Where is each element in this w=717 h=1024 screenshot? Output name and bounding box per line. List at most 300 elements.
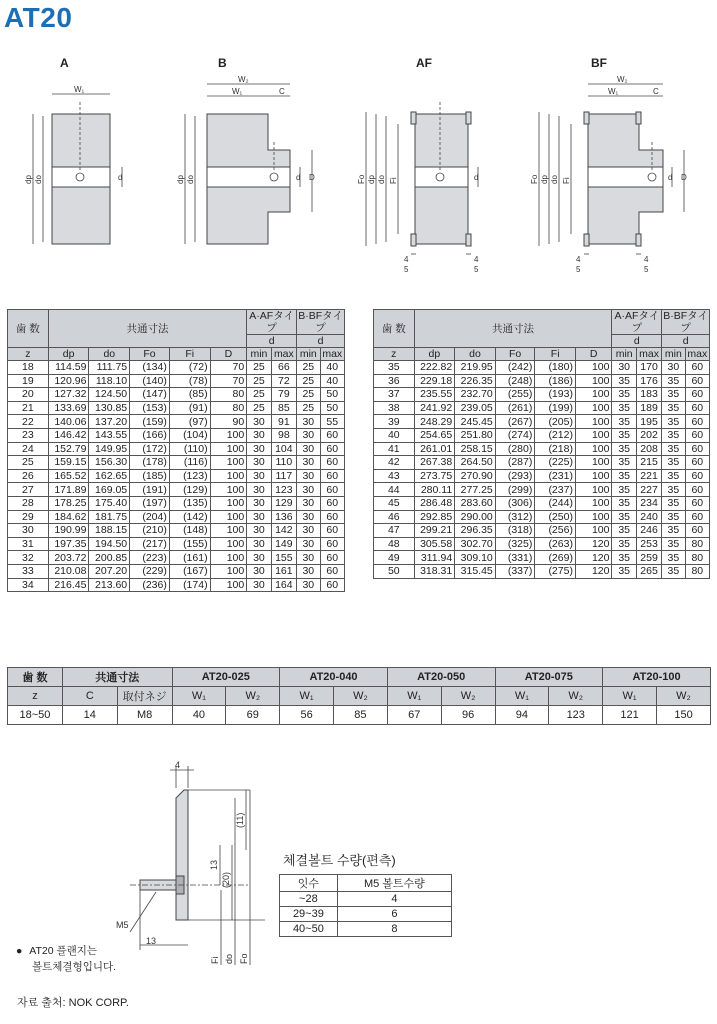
hdr-min: min: [297, 348, 320, 361]
pulley-af-flange-top-left: [411, 112, 416, 124]
pulley-af-flange-top-right: [466, 112, 471, 124]
table-row: [8, 456, 345, 470]
dim-bf-w2: W₂: [617, 75, 628, 84]
flange-body: [176, 790, 188, 920]
pulley-af-flange-bottom-left: [411, 234, 416, 246]
dim-bf-w1: W₁: [608, 87, 619, 96]
table-cell: 156.30: [89, 456, 130, 470]
table-cell: 30: [297, 510, 320, 524]
table-cell: (166): [130, 428, 170, 442]
table-cell: 80: [210, 401, 247, 415]
table-row: [374, 388, 710, 402]
table-cell: 49: [374, 551, 415, 565]
table-cell: 60: [685, 496, 709, 510]
dim-b-do: do: [186, 175, 195, 184]
dim-af-fi: Fi: [389, 177, 398, 184]
dim-bf-big-d: D: [681, 173, 687, 182]
table-cell: 24: [8, 442, 49, 456]
table-row: [374, 374, 710, 388]
table-cell: 35: [612, 496, 636, 510]
table-cell: 190.99: [48, 524, 89, 538]
table-cell: 100: [210, 428, 247, 442]
table-cell: (180): [535, 361, 576, 375]
table-cell: (167): [169, 564, 210, 578]
table-cell: 251.80: [455, 428, 496, 442]
table-cell: (135): [169, 496, 210, 510]
table-cell: 35: [662, 401, 685, 415]
table-cell: 270.90: [455, 469, 496, 483]
table-cell: 149.95: [89, 442, 130, 456]
width-hdr-model-040: AT20-040: [280, 668, 388, 687]
table-cell: (123): [169, 469, 210, 483]
table-cell: 258.15: [455, 442, 496, 456]
table-cell: 25: [247, 361, 271, 375]
table-cell: 60: [320, 456, 345, 470]
table-cell: 23: [8, 428, 49, 442]
table-cell: 100: [575, 496, 612, 510]
table-cell: 100: [210, 456, 247, 470]
table-cell: (337): [495, 564, 535, 578]
table-cell: 120: [575, 564, 612, 578]
table-cell: 48: [374, 537, 415, 551]
table-cell: 264.50: [455, 456, 496, 470]
table-row: [374, 401, 710, 415]
table-cell: (274): [495, 428, 535, 442]
table-cell: (147): [130, 388, 170, 402]
table-cell: 90: [210, 415, 247, 429]
width-hdr-w1: W₁: [280, 687, 334, 706]
table-cell: 37: [374, 388, 415, 402]
table-cell: 100: [210, 564, 247, 578]
table-cell: 194.50: [89, 537, 130, 551]
table-cell: 176: [636, 374, 661, 388]
table-cell: 60: [320, 551, 345, 565]
drawing-label-bf: BF: [591, 56, 607, 70]
table-cell: 188.15: [89, 524, 130, 538]
table-row: [8, 496, 345, 510]
table-cell: 30: [247, 456, 271, 470]
hdr-max: max: [636, 348, 661, 361]
table-cell: (237): [535, 483, 576, 497]
table-cell: 110: [271, 456, 296, 470]
table-cell: 100: [210, 578, 247, 592]
table-cell: 35: [662, 456, 685, 470]
table-row: [8, 551, 345, 565]
width-hdr-model-075: AT20-075: [495, 668, 603, 687]
table-cell: 60: [320, 442, 345, 456]
bolt-cell: 6: [337, 907, 451, 922]
table-row: [374, 551, 710, 565]
table-cell: 70: [210, 361, 247, 375]
table-cell: 45: [374, 496, 415, 510]
table-cell: 254.65: [414, 428, 455, 442]
table-row: [374, 496, 710, 510]
table-cell: 27: [8, 483, 49, 497]
table-cell: 35: [612, 415, 636, 429]
width-cell: 96: [441, 706, 495, 725]
table-cell: 80: [210, 388, 247, 402]
dim-af-5-right: 5: [474, 265, 479, 274]
table-cell: 302.70: [455, 537, 496, 551]
pulley-af-flange-bottom-right: [466, 234, 471, 246]
bolt-cell: 29~39: [280, 907, 338, 922]
table-cell: 30: [297, 442, 320, 456]
table-cell: 104: [271, 442, 296, 456]
width-hdr-w2: W₂: [334, 687, 388, 706]
dim-b-w1: W₁: [232, 87, 243, 96]
table-cell: 183: [636, 388, 661, 402]
width-hdr-w2: W₂: [549, 687, 603, 706]
table-cell: 35: [612, 456, 636, 470]
dim-af-d: d: [474, 173, 479, 182]
table-cell: 79: [271, 388, 296, 402]
table-cell: 240: [636, 510, 661, 524]
table-cell: 189: [636, 401, 661, 415]
width-cell: 56: [280, 706, 334, 725]
table-cell: 35: [612, 442, 636, 456]
table-row: [8, 442, 345, 456]
table-cell: 26: [8, 469, 49, 483]
table-cell: 169.05: [89, 483, 130, 497]
table-cell: (256): [535, 524, 576, 538]
table-cell: 40: [374, 428, 415, 442]
hdr-a-af: A·AFタイプ: [612, 310, 662, 335]
note-line-2: 볼트체결형입니다.: [32, 961, 117, 973]
table-row: [8, 564, 345, 578]
table-cell: 30: [247, 564, 271, 578]
width-cell: 94: [495, 706, 549, 725]
table-cell: 30: [297, 551, 320, 565]
table-cell: 30: [247, 510, 271, 524]
width-hdr-w1: W₁: [603, 687, 657, 706]
table-cell: 30: [247, 469, 271, 483]
flange-dim-11: (11): [235, 812, 245, 828]
table-cell: 296.35: [455, 524, 496, 538]
width-cell: 85: [334, 706, 388, 725]
table-cell: 234: [636, 496, 661, 510]
table-row: [8, 374, 345, 388]
flange-drawing: [100, 760, 270, 975]
table-cell: 280.11: [414, 483, 455, 497]
flange-note: [16, 943, 116, 975]
width-cell: 69: [226, 706, 280, 725]
table-cell: 171.89: [48, 483, 89, 497]
table-cell: 35: [612, 524, 636, 538]
table-row: [374, 510, 710, 524]
table-cell: 152.79: [48, 442, 89, 456]
drawing-label-af: AF: [416, 56, 432, 70]
hdr-b-bf: B·BFタイプ: [298, 310, 343, 334]
table-cell: 35: [612, 564, 636, 578]
table-cell: 100: [210, 537, 247, 551]
table-cell: 60: [685, 415, 709, 429]
table-cell: 60: [685, 524, 709, 538]
table-cell: 35: [612, 537, 636, 551]
table-cell: 286.48: [414, 496, 455, 510]
pulley-bf-flange-bottom-right: [636, 234, 641, 246]
hdr-max: max: [685, 348, 709, 361]
table-row: [374, 456, 710, 470]
table-cell: (248): [495, 374, 535, 388]
table-cell: 164: [271, 578, 296, 592]
table-cell: 35: [662, 496, 685, 510]
table-cell: (72): [169, 361, 210, 375]
table-cell: 25: [8, 456, 49, 470]
table-cell: 100: [210, 483, 247, 497]
table-cell: 39: [374, 415, 415, 429]
width-hdr-teeth: 歯 数: [8, 668, 63, 687]
source-credit: 자료 출처: NOK CORP.: [17, 997, 129, 1009]
table-row: [8, 401, 345, 415]
dim-b-w2: W₂: [238, 75, 249, 84]
table-cell: (191): [130, 483, 170, 497]
table-cell: 32: [8, 551, 49, 565]
table-cell: 227: [636, 483, 661, 497]
table-cell: 142: [271, 524, 296, 538]
table-cell: (306): [495, 496, 535, 510]
table-cell: 55: [320, 415, 345, 429]
dim-bf-5-right: 5: [644, 265, 649, 274]
table-cell: (210): [130, 524, 170, 538]
table-cell: 100: [210, 442, 247, 456]
table-cell: 35: [612, 401, 636, 415]
pulley-af-bore: [415, 167, 468, 187]
table-cell: (97): [169, 415, 210, 429]
table-cell: 100: [575, 524, 612, 538]
table-cell: 253: [636, 537, 661, 551]
table-cell: 30: [247, 524, 271, 538]
dim-bf-5-left: 5: [576, 265, 581, 274]
table-cell: (140): [130, 374, 170, 388]
hdr-max: max: [271, 348, 296, 361]
table-cell: (287): [495, 456, 535, 470]
dim-af-fo: Fo: [357, 174, 366, 184]
hdr-teeth: 歯 数: [374, 310, 415, 348]
table-cell: 202: [636, 428, 661, 442]
width-hdr-w1: W₁: [387, 687, 441, 706]
table-cell: 149: [271, 537, 296, 551]
table-cell: 60: [320, 578, 345, 592]
table-row: [8, 537, 345, 551]
dim-bf-4-left: 4: [576, 255, 581, 264]
dim-af-4-left: 4: [404, 255, 409, 264]
table-row: [374, 524, 710, 538]
hdr-fo: Fo: [495, 348, 535, 361]
width-cell: 150: [657, 706, 711, 725]
table-cell: 207.20: [89, 564, 130, 578]
hdr-min: min: [662, 348, 685, 361]
table-cell: (110): [169, 442, 210, 456]
table-cell: 60: [320, 469, 345, 483]
width-hdr-w1: W₁: [495, 687, 549, 706]
table-cell: 50: [320, 388, 345, 402]
table-cell: 30: [297, 578, 320, 592]
table-cell: 222.82: [414, 361, 455, 375]
table-cell: (229): [130, 564, 170, 578]
table-cell: 118.10: [89, 374, 130, 388]
table-cell: 100: [210, 496, 247, 510]
table-cell: 219.95: [455, 361, 496, 375]
table-cell: 30: [247, 483, 271, 497]
width-hdr-common: 共通寸法: [62, 668, 172, 687]
hdr-b-bf: B·BFタイプ: [663, 310, 708, 334]
table-cell: 239.05: [455, 401, 496, 415]
dim-bf-c: C: [653, 87, 659, 96]
table-cell: 100: [210, 524, 247, 538]
bolt-cell: ~28: [280, 892, 338, 907]
pulley-bf-flange-top-right: [636, 112, 641, 124]
table-cell: 60: [685, 456, 709, 470]
table-cell: 60: [685, 442, 709, 456]
table-cell: 30: [247, 428, 271, 442]
table-cell: 133.69: [48, 401, 89, 415]
table-cell: 21: [8, 401, 49, 415]
table-cell: 130.85: [89, 401, 130, 415]
table-cell: 114.59: [48, 361, 89, 375]
dim-af-do: do: [377, 175, 386, 184]
table-cell: 30: [297, 537, 320, 551]
table-cell: 248.29: [414, 415, 455, 429]
table-row: [8, 469, 345, 483]
table-cell: 30: [662, 361, 685, 375]
table-cell: 261.01: [414, 442, 455, 456]
table-cell: (172): [130, 442, 170, 456]
table-cell: 290.00: [455, 510, 496, 524]
table-cell: 35: [612, 510, 636, 524]
table-cell: (142): [169, 510, 210, 524]
table-cell: 100: [210, 469, 247, 483]
table-cell: 165.52: [48, 469, 89, 483]
table-cell: 311.94: [414, 551, 455, 565]
table-cell: 60: [685, 361, 709, 375]
table-cell: 123: [271, 483, 296, 497]
table-cell: (236): [130, 578, 170, 592]
table-cell: 20: [8, 388, 49, 402]
table-cell: 47: [374, 524, 415, 538]
width-cell: 67: [387, 706, 441, 725]
table-cell: 208: [636, 442, 661, 456]
table-cell: 72: [271, 374, 296, 388]
table-cell: (159): [130, 415, 170, 429]
table-cell: 283.60: [455, 496, 496, 510]
table-cell: 155: [271, 551, 296, 565]
table-cell: (275): [535, 564, 576, 578]
pulley-bf-flange-top-left: [584, 112, 589, 124]
hdr-z: z: [374, 348, 415, 361]
table-cell: (185): [130, 469, 170, 483]
table-row: [374, 361, 710, 375]
table-cell: 35: [612, 469, 636, 483]
table-cell: 40: [320, 374, 345, 388]
table-cell: (325): [495, 537, 535, 551]
hdr-teeth: 歯 数: [8, 310, 49, 348]
table-row: [374, 442, 710, 456]
table-cell: 162.65: [89, 469, 130, 483]
table-cell: 35: [662, 388, 685, 402]
hdr-min: min: [612, 348, 636, 361]
table-cell: 30: [8, 524, 49, 538]
table-cell: 80: [685, 537, 709, 551]
table-cell: (186): [535, 374, 576, 388]
flange-dim-fi: Fi: [210, 956, 220, 964]
hdr-do: do: [455, 348, 496, 361]
table-cell: 30: [297, 496, 320, 510]
table-cell: 35: [612, 428, 636, 442]
bolt-cell: 8: [337, 922, 451, 937]
table-cell: (280): [495, 442, 535, 456]
width-hdr-screw: 取付ネジ: [117, 687, 172, 706]
dim-bf-dp: dp: [540, 175, 549, 184]
width-table: [7, 667, 711, 725]
width-hdr-w1: W₁: [172, 687, 226, 706]
table-row: [8, 428, 345, 442]
width-cell-screw: M8: [117, 706, 172, 725]
pulley-b-bore: [207, 167, 290, 187]
table-cell: (212): [535, 428, 576, 442]
table-cell: (116): [169, 456, 210, 470]
table-cell: 246: [636, 524, 661, 538]
flange-dim-do: do: [224, 953, 234, 964]
width-hdr-model-100: AT20-100: [603, 668, 711, 687]
table-cell: 35: [662, 510, 685, 524]
table-cell: 60: [320, 483, 345, 497]
table-cell: 120: [575, 551, 612, 565]
table-cell: 117: [271, 469, 296, 483]
table-cell: 203.72: [48, 551, 89, 565]
spec-table-left: [7, 309, 345, 592]
hdr-fo: Fo: [130, 348, 170, 361]
table-cell: 25: [247, 374, 271, 388]
table-cell: 30: [247, 551, 271, 565]
table-cell: 40: [320, 361, 345, 375]
hdr-d: d: [297, 335, 345, 348]
table-cell: 30: [247, 442, 271, 456]
table-cell: 35: [662, 442, 685, 456]
table-cell: 35: [662, 564, 685, 578]
table-cell: 60: [320, 564, 345, 578]
hdr-d: d: [247, 335, 297, 348]
table-cell: 60: [685, 374, 709, 388]
table-cell: 35: [374, 361, 415, 375]
table-cell: (205): [535, 415, 576, 429]
table-cell: 22: [8, 415, 49, 429]
table-cell: 120.96: [48, 374, 89, 388]
table-cell: (178): [130, 456, 170, 470]
table-cell: 35: [612, 551, 636, 565]
flange-dim-13-h: 13: [146, 936, 157, 946]
table-cell: 30: [297, 524, 320, 538]
table-cell: 200.85: [89, 551, 130, 565]
table-cell: (204): [130, 510, 170, 524]
table-cell: 100: [575, 483, 612, 497]
table-cell: (293): [495, 469, 535, 483]
table-cell: (269): [535, 551, 576, 565]
width-hdr-z: z: [8, 687, 63, 706]
table-cell: 215: [636, 456, 661, 470]
bolt-hdr-count: M5 볼트수량: [337, 875, 451, 892]
table-cell: 267.38: [414, 456, 455, 470]
dim-a-d: d: [118, 173, 123, 182]
table-cell: 35: [612, 374, 636, 388]
width-hdr-model-025: AT20-025: [172, 668, 280, 687]
table-cell: 100: [210, 510, 247, 524]
dim-bf-d: d: [668, 173, 673, 182]
table-cell: 184.62: [48, 510, 89, 524]
table-cell: 124.50: [89, 388, 130, 402]
table-cell: 318.31: [414, 564, 455, 578]
table-cell: 35: [662, 551, 685, 565]
width-cell: 40: [172, 706, 226, 725]
